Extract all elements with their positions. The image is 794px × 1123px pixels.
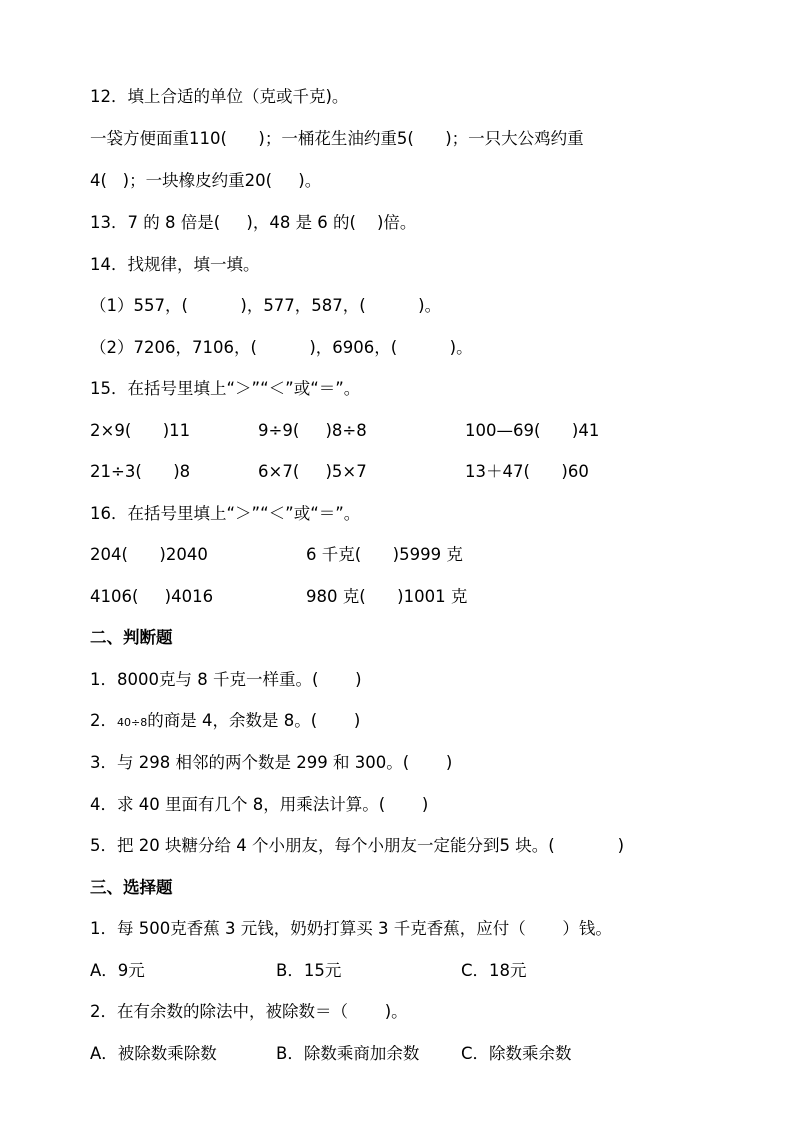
q13: 13．7 的 8 倍是( )，48 是 6 的( )倍。 — [90, 213, 417, 232]
q16-r2-c2: 980 克( )1001 克 — [306, 587, 468, 606]
q16-r2-c1: 4106( )4016 — [90, 587, 214, 606]
choice-q1-option-c: C．18元 — [461, 961, 527, 980]
q16-r1-c2: 6 千克( )5999 克 — [306, 545, 463, 564]
judge-item-4: 4．求 40 里面有几个 8，用乘法计算。( ) — [90, 795, 429, 814]
q15-r2-c1: 21÷3( )8 — [90, 462, 191, 481]
judge-item-2-text: 的商是 4，余数是 8。( ) — [147, 711, 361, 730]
q16-title: 16．在括号里填上“＞”“＜”或“＝”。 — [90, 504, 361, 523]
q12-title: 12．填上合适的单位（克或千克)。 — [90, 87, 349, 106]
q14-item1: （1）557，( )，577，587，( )。 — [90, 296, 442, 315]
division-expression: 40÷8 — [117, 716, 148, 729]
judge-item-5: 5．把 20 块糖分给 4 个小朋友，每个小朋友一定能分到5 块。( ) — [90, 836, 625, 855]
q14-title: 14．找规律，填一填。 — [90, 255, 260, 274]
choice-q1-option-b: B．15元 — [276, 961, 342, 980]
q15-r1-c1: 2×9( )11 — [90, 421, 191, 440]
choice-q2-stem: 2．在有余数的除法中，被除数＝（ )。 — [90, 1002, 408, 1021]
section2-heading: 二、判断题 — [90, 628, 173, 647]
choice-q1-stem: 1．每 500克香蕉 3 元钱，奶奶打算买 3 千克香蕉，应付（ ）钱。 — [90, 919, 612, 938]
q15-r1-c3: 100—69( )41 — [465, 421, 600, 440]
judge-item-2-number: 2． — [90, 711, 117, 730]
q15-r2-c3: 13＋47( )60 — [465, 462, 589, 481]
section3-heading: 三、选择题 — [90, 878, 173, 897]
q15-title: 15．在括号里填上“＞”“＜”或“＝”。 — [90, 379, 361, 398]
q12-line1: 一袋方便面重110( )；一桶花生油约重5( )；一只大公鸡约重 — [90, 129, 584, 148]
judge-item-3: 3．与 298 相邻的两个数是 299 和 300。( ) — [90, 753, 453, 772]
q15-r2-c2: 6×7( )5×7 — [258, 462, 367, 481]
q14-item2: （2）7206，7106，( )，6906，( )。 — [90, 338, 473, 357]
choice-q2-option-c: C．除数乘余数 — [461, 1044, 572, 1063]
choice-q2-option-a: A．被除数乘除数 — [90, 1044, 217, 1063]
q15-r1-c2: 9÷9( )8÷8 — [258, 421, 367, 440]
q16-r1-c1: 204( )2040 — [90, 545, 208, 564]
judge-item-2 — [90, 710, 360, 734]
choice-q1-option-a: A．9元 — [90, 961, 145, 980]
choice-q2-option-b: B．除数乘商加余数 — [276, 1044, 420, 1063]
judge-item-1: 1．8000克与 8 千克一样重。( ) — [90, 670, 362, 689]
q12-line2: 4( )；一块橡皮约重20( )。 — [90, 171, 322, 190]
